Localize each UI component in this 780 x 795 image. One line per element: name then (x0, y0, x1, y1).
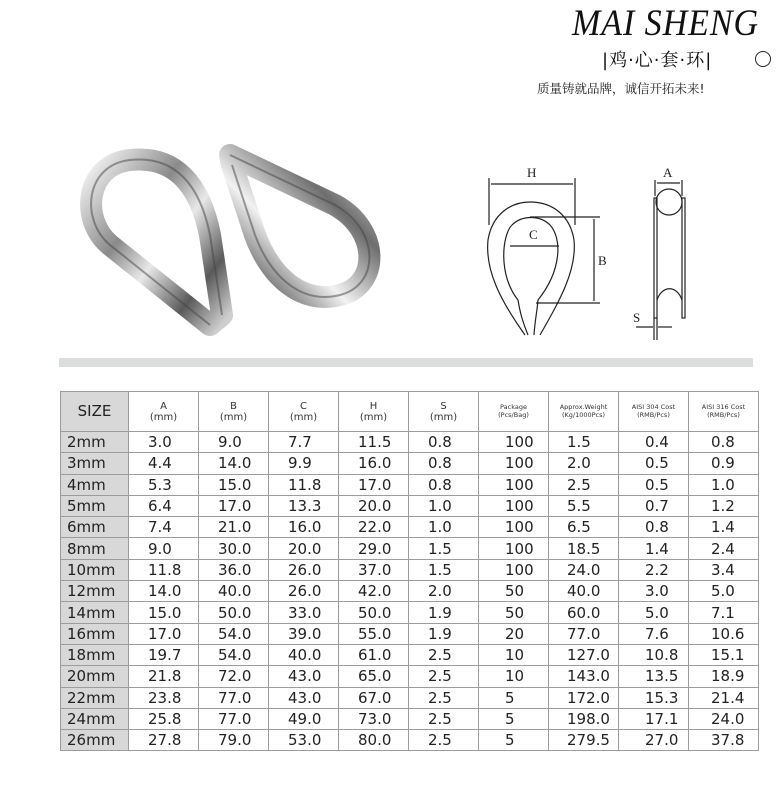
column-header-weight: Approx.Weight (Kg/1000Pcs) (549, 392, 619, 432)
cell-aisi316-cost: 15.1 (689, 644, 759, 665)
spec-table (60, 391, 759, 751)
cell-size: 4mm (61, 474, 129, 495)
cell-weight: 40.0 (549, 581, 619, 602)
cell-h: 17.0 (339, 474, 409, 495)
cell-weight: 198.0 (549, 708, 619, 729)
cell-c: 16.0 (269, 517, 339, 538)
cell-aisi304-cost: 0.4 (619, 432, 689, 453)
cell-weight: 172.0 (549, 687, 619, 708)
cell-weight: 2.5 (549, 474, 619, 495)
cell-a: 25.8 (129, 708, 199, 729)
label-s: S (633, 310, 641, 325)
cell-h: 42.0 (339, 581, 409, 602)
cell-aisi304-cost: 0.8 (619, 517, 689, 538)
cell-aisi304-cost: 0.5 (619, 453, 689, 474)
cell-package: 50 (479, 581, 549, 602)
cell-c: 20.0 (269, 538, 339, 559)
cell-weight: 5.5 (549, 495, 619, 516)
cell-s: 1.9 (409, 623, 479, 644)
table-row (61, 708, 759, 729)
cell-a: 17.0 (129, 623, 199, 644)
cell-c: 9.9 (269, 453, 339, 474)
cell-s: 1.0 (409, 517, 479, 538)
cell-size: 22mm (61, 687, 129, 708)
cell-a: 14.0 (129, 581, 199, 602)
cell-h: 37.0 (339, 559, 409, 580)
cell-s: 1.0 (409, 495, 479, 516)
table-header-row (61, 392, 759, 432)
product-photo (70, 125, 410, 350)
cell-aisi304-cost: 13.5 (619, 666, 689, 687)
cell-b: 15.0 (199, 474, 269, 495)
cell-a: 5.3 (129, 474, 199, 495)
cell-b: 30.0 (199, 538, 269, 559)
table-row (61, 559, 759, 580)
cell-package: 20 (479, 623, 549, 644)
cell-size: 8mm (61, 538, 129, 559)
table-row (61, 495, 759, 516)
cell-b: 77.0 (199, 687, 269, 708)
column-header-package: Package (Pcs/Bag) (479, 392, 549, 432)
cell-aisi316-cost: 18.9 (689, 666, 759, 687)
cell-c: 53.0 (269, 730, 339, 751)
cell-weight: 1.5 (549, 432, 619, 453)
circle-icon (755, 51, 771, 67)
cell-size: 5mm (61, 495, 129, 516)
cell-aisi304-cost: 0.5 (619, 474, 689, 495)
cell-c: 11.8 (269, 474, 339, 495)
label-h: H (527, 165, 537, 180)
cell-aisi316-cost: 37.8 (689, 730, 759, 751)
label-c: C (529, 227, 538, 242)
cell-h: 11.5 (339, 432, 409, 453)
cell-size: 2mm (61, 432, 129, 453)
cell-c: 13.3 (269, 495, 339, 516)
cell-s: 2.5 (409, 708, 479, 729)
cell-aisi304-cost: 0.7 (619, 495, 689, 516)
label-a: A (663, 165, 673, 180)
cell-size: 10mm (61, 559, 129, 580)
table-row (61, 474, 759, 495)
cell-h: 50.0 (339, 602, 409, 623)
column-header-b: B (mm) (199, 392, 269, 432)
cell-h: 55.0 (339, 623, 409, 644)
column-header-aisi316: AISI 316 Cost (RMB/Pcs) (689, 392, 759, 432)
cell-package: 100 (479, 495, 549, 516)
cell-b: 72.0 (199, 666, 269, 687)
cell-package: 50 (479, 602, 549, 623)
cell-h: 73.0 (339, 708, 409, 729)
cell-c: 39.0 (269, 623, 339, 644)
cell-size: 20mm (61, 666, 129, 687)
cell-weight: 24.0 (549, 559, 619, 580)
column-header-c: C (mm) (269, 392, 339, 432)
cell-c: 33.0 (269, 602, 339, 623)
cell-aisi304-cost: 17.1 (619, 708, 689, 729)
cell-a: 4.4 (129, 453, 199, 474)
cell-aisi304-cost: 5.0 (619, 602, 689, 623)
cell-size: 12mm (61, 581, 129, 602)
cell-aisi316-cost: 10.6 (689, 623, 759, 644)
cell-h: 61.0 (339, 644, 409, 665)
cell-package: 100 (479, 517, 549, 538)
cell-a: 19.7 (129, 644, 199, 665)
cell-b: 14.0 (199, 453, 269, 474)
cell-aisi316-cost: 5.0 (689, 581, 759, 602)
cell-s: 2.5 (409, 687, 479, 708)
cell-aisi316-cost: 0.8 (689, 432, 759, 453)
slogan: 质量铸就品牌，诚信开拓未来! (537, 81, 705, 96)
dimension-diagram (470, 150, 770, 350)
cell-weight: 18.5 (549, 538, 619, 559)
cell-package: 10 (479, 666, 549, 687)
cell-package: 100 (479, 453, 549, 474)
table-row (61, 602, 759, 623)
cell-h: 29.0 (339, 538, 409, 559)
cell-package: 5 (479, 730, 549, 751)
cell-aisi316-cost: 7.1 (689, 602, 759, 623)
cell-c: 26.0 (269, 559, 339, 580)
column-header-s: S (mm) (409, 392, 479, 432)
cell-aisi316-cost: 24.0 (689, 708, 759, 729)
cell-s: 1.5 (409, 559, 479, 580)
cell-a: 27.8 (129, 730, 199, 751)
cell-a: 23.8 (129, 687, 199, 708)
cell-package: 100 (479, 432, 549, 453)
cell-aisi304-cost: 7.6 (619, 623, 689, 644)
cell-package: 5 (479, 708, 549, 729)
table-row (61, 730, 759, 751)
divider-bar (59, 358, 753, 367)
cell-size: 18mm (61, 644, 129, 665)
cell-s: 0.8 (409, 474, 479, 495)
cell-h: 80.0 (339, 730, 409, 751)
cell-b: 21.0 (199, 517, 269, 538)
cell-package: 100 (479, 538, 549, 559)
cell-h: 22.0 (339, 517, 409, 538)
cell-c: 26.0 (269, 581, 339, 602)
column-header-h: H (mm) (339, 392, 409, 432)
cell-c: 49.0 (269, 708, 339, 729)
cell-b: 9.0 (199, 432, 269, 453)
cell-s: 2.5 (409, 730, 479, 751)
cell-package: 5 (479, 687, 549, 708)
cell-h: 65.0 (339, 666, 409, 687)
cell-b: 50.0 (199, 602, 269, 623)
cell-s: 2.0 (409, 581, 479, 602)
cell-size: 6mm (61, 517, 129, 538)
cell-a: 3.0 (129, 432, 199, 453)
table-row (61, 538, 759, 559)
cell-weight: 60.0 (549, 602, 619, 623)
cell-size: 16mm (61, 623, 129, 644)
label-b: B (598, 253, 607, 268)
cell-aisi316-cost: 21.4 (689, 687, 759, 708)
cell-b: 40.0 (199, 581, 269, 602)
cell-weight: 2.0 (549, 453, 619, 474)
cell-aisi304-cost: 3.0 (619, 581, 689, 602)
table-row (61, 666, 759, 687)
cell-s: 1.5 (409, 538, 479, 559)
column-header-size: SIZE (61, 392, 129, 432)
cell-aisi304-cost: 1.4 (619, 538, 689, 559)
table-row (61, 644, 759, 665)
cell-c: 43.0 (269, 687, 339, 708)
cell-s: 0.8 (409, 453, 479, 474)
cell-weight: 77.0 (549, 623, 619, 644)
cell-aisi316-cost: 3.4 (689, 559, 759, 580)
cell-h: 16.0 (339, 453, 409, 474)
table-row (61, 453, 759, 474)
cell-size: 3mm (61, 453, 129, 474)
cell-a: 7.4 (129, 517, 199, 538)
cell-c: 43.0 (269, 666, 339, 687)
cell-h: 20.0 (339, 495, 409, 516)
cell-weight: 6.5 (549, 517, 619, 538)
cell-b: 77.0 (199, 708, 269, 729)
product-title: |鸡·心·套·环| (602, 50, 713, 71)
cell-aisi316-cost: 0.9 (689, 453, 759, 474)
cell-aisi304-cost: 10.8 (619, 644, 689, 665)
cell-b: 79.0 (199, 730, 269, 751)
cell-aisi316-cost: 1.0 (689, 474, 759, 495)
cell-c: 7.7 (269, 432, 339, 453)
cell-a: 21.8 (129, 666, 199, 687)
table-row (61, 432, 759, 453)
cell-b: 17.0 (199, 495, 269, 516)
cell-aisi304-cost: 15.3 (619, 687, 689, 708)
cell-a: 15.0 (129, 602, 199, 623)
cell-size: 24mm (61, 708, 129, 729)
cell-weight: 279.5 (549, 730, 619, 751)
cell-a: 6.4 (129, 495, 199, 516)
table-row (61, 687, 759, 708)
cell-weight: 127.0 (549, 644, 619, 665)
cell-a: 11.8 (129, 559, 199, 580)
cell-aisi304-cost: 27.0 (619, 730, 689, 751)
cell-b: 54.0 (199, 644, 269, 665)
cell-package: 100 (479, 559, 549, 580)
table-row (61, 623, 759, 644)
cell-a: 9.0 (129, 538, 199, 559)
cell-package: 100 (479, 474, 549, 495)
cell-s: 2.5 (409, 666, 479, 687)
cell-aisi304-cost: 2.2 (619, 559, 689, 580)
cell-b: 36.0 (199, 559, 269, 580)
cell-s: 1.9 (409, 602, 479, 623)
cell-aisi316-cost: 2.4 (689, 538, 759, 559)
table-row (61, 581, 759, 602)
cell-aisi316-cost: 1.2 (689, 495, 759, 516)
cell-package: 10 (479, 644, 549, 665)
cell-aisi316-cost: 1.4 (689, 517, 759, 538)
cell-weight: 143.0 (549, 666, 619, 687)
column-header-aisi304: AISI 304 Cost (RMB/Pcs) (619, 392, 689, 432)
cell-size: 14mm (61, 602, 129, 623)
cell-s: 2.5 (409, 644, 479, 665)
cell-b: 54.0 (199, 623, 269, 644)
cell-h: 67.0 (339, 687, 409, 708)
column-header-a: A (mm) (129, 392, 199, 432)
cell-c: 40.0 (269, 644, 339, 665)
table-row (61, 517, 759, 538)
brand-name: MAI SHENG (572, 3, 759, 44)
cell-size: 26mm (61, 730, 129, 751)
cell-s: 0.8 (409, 432, 479, 453)
